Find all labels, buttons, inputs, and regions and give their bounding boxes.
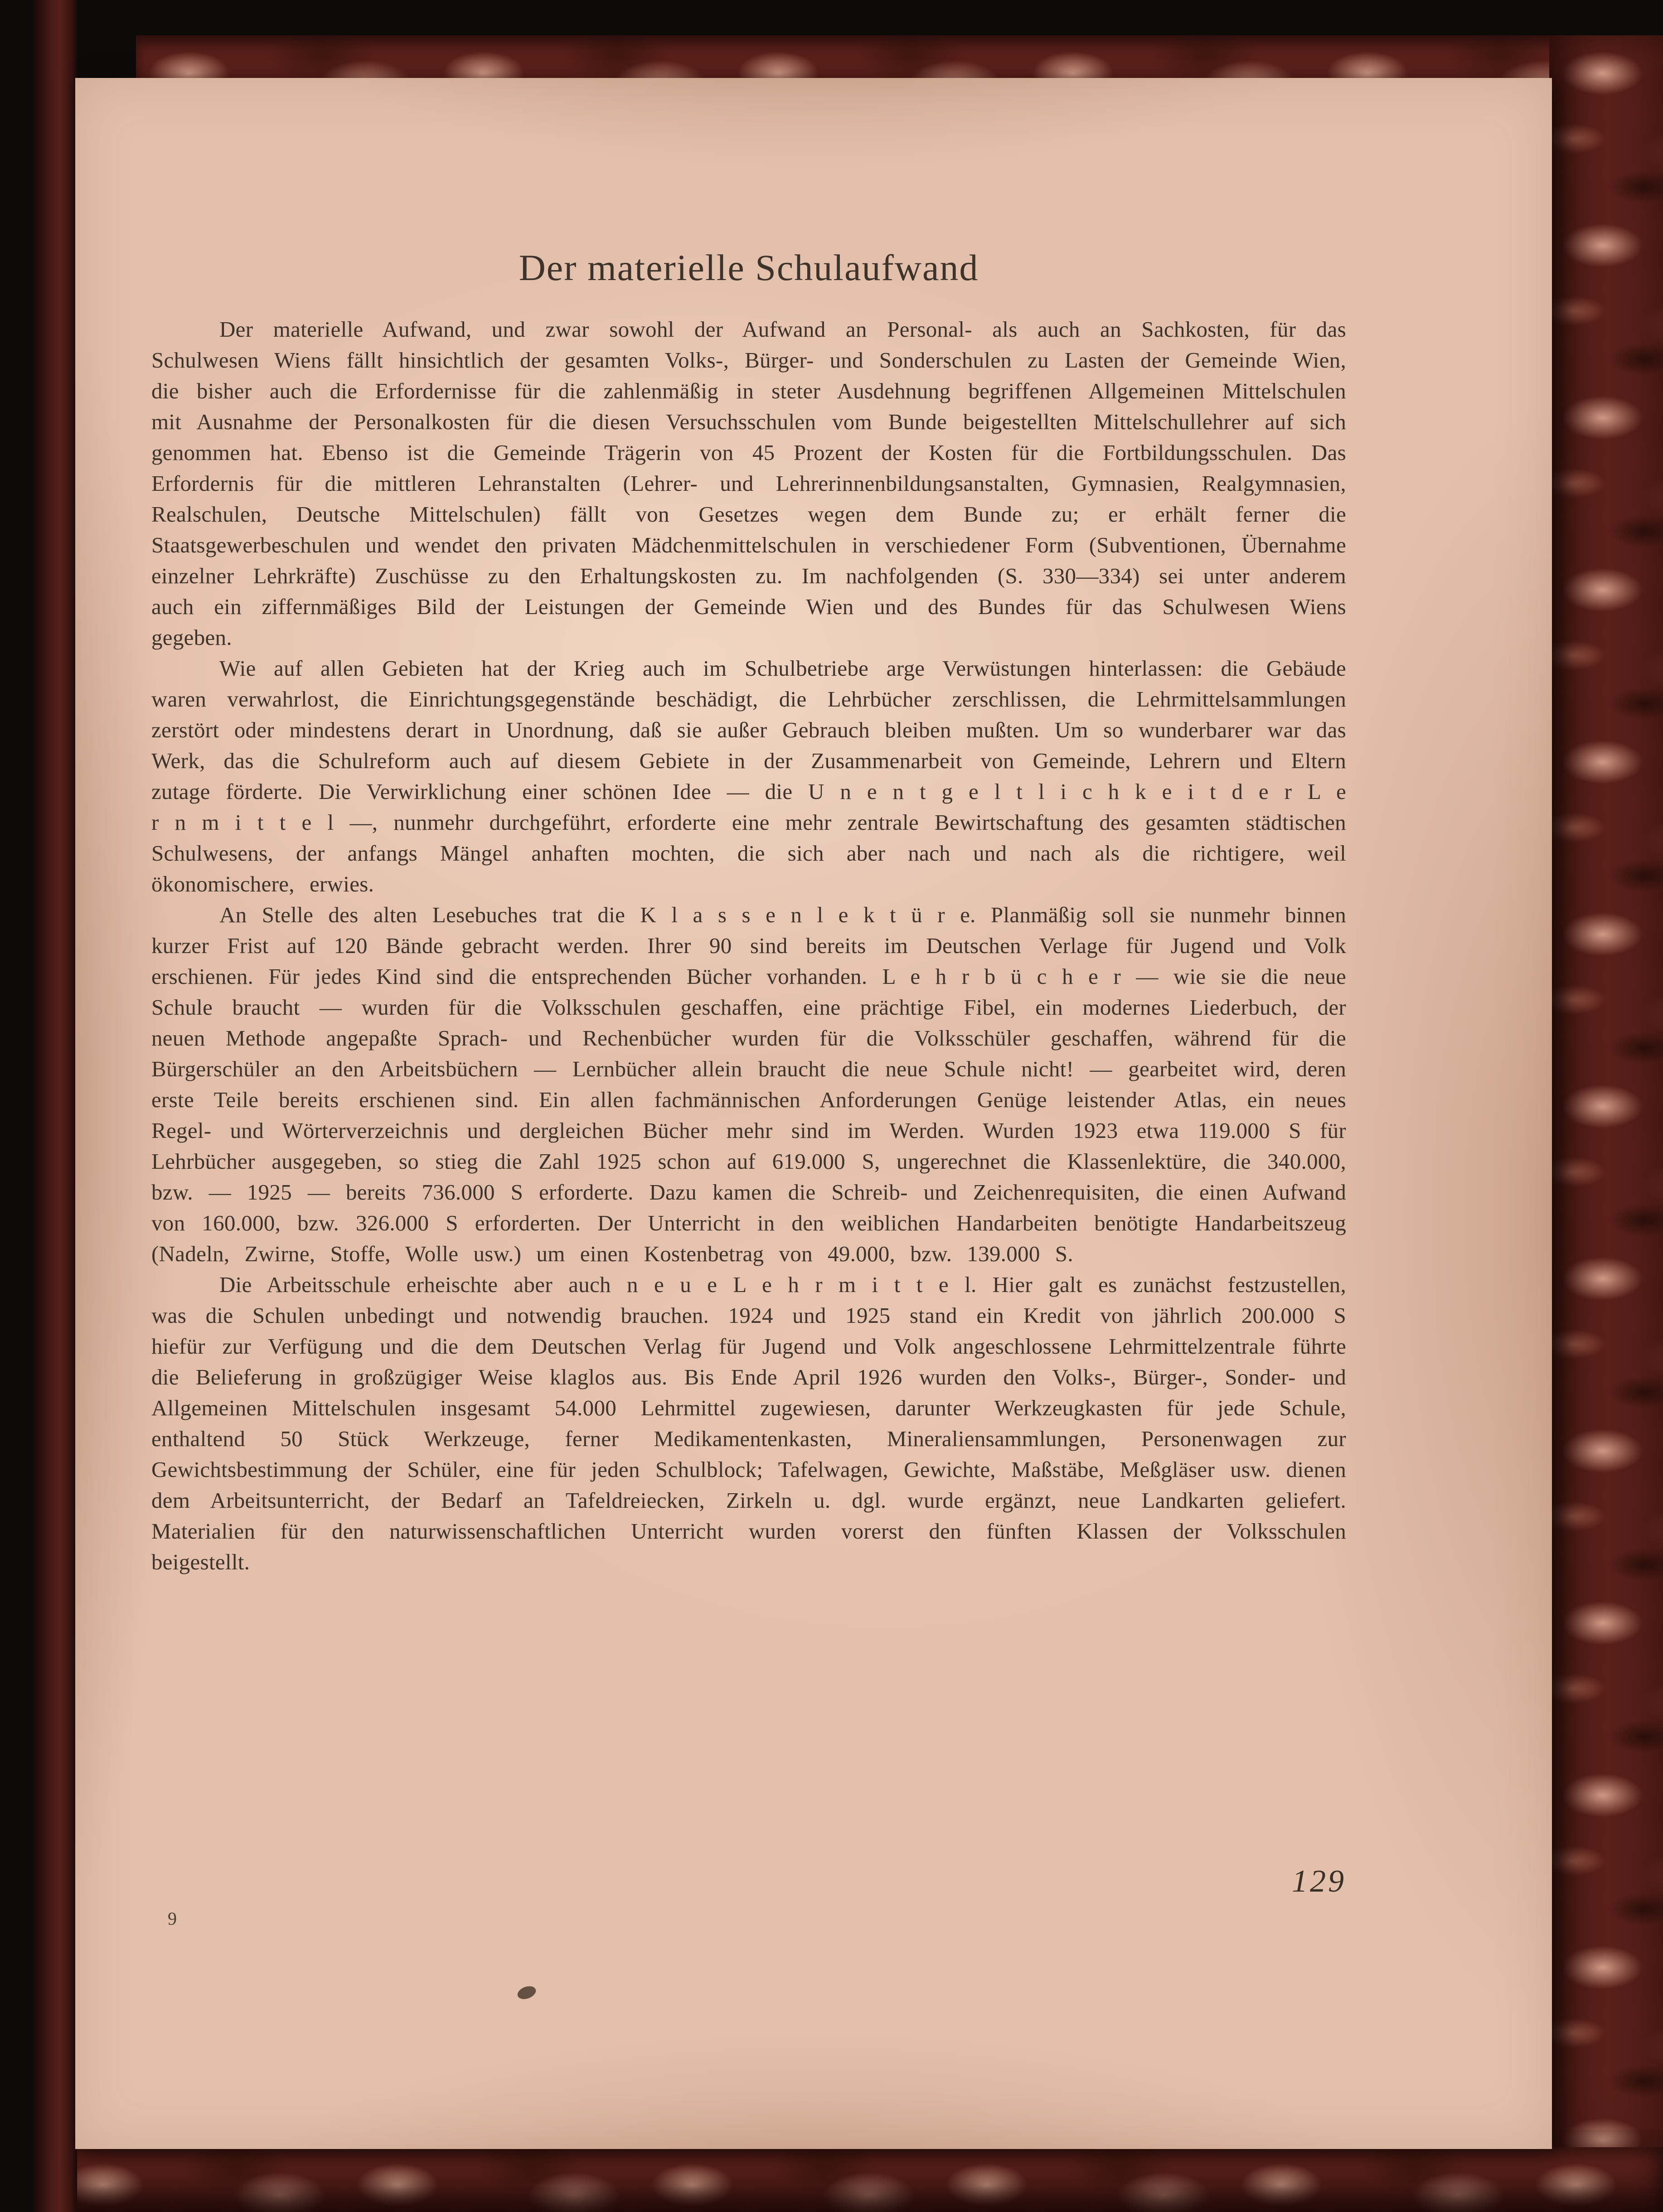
book-cover-marbled-edge xyxy=(1549,35,1663,2212)
page-number: 129 xyxy=(1292,1864,1346,1899)
paragraph-2: Wie auf allen Gebieten hat der Krieg auch im Schulbetriebe arge Verwüstungen hinterlassen: die Gebäude waren verwahrlost, die Einrichtungsgegenstände beschädigt, die Lehrbücher zerschlissen, die Lehrmittelsammlungen zerstört oder mindestens derart in Unordnung, daß sie außer Gebrauch bleiben mußten. Um so wunderbarer war das Werk, das die Schulreform auch auf diesem Gebiete in der Zusammenarbeit von Gemeinde, Lehrern und Eltern zutage förderte. Die Verwirklichung einer schönen Idee — die U n e n t g e l t l i c h k e i t d e r L e r n m i t t e l —, nunmehr durchgeführt, erforderte eine mehr zentrale Bewirtschaftung des gesamten städtischen Schulwesens, der anfangs Mängel anhaften mochten, die sich aber nach und nach als die richtigere, weil ökonomischere, erwies. xyxy=(151,656,1346,896)
book-spine xyxy=(34,0,77,2212)
page-title: Der materielle Schulaufwand xyxy=(519,247,979,288)
book-page xyxy=(75,78,1552,2149)
book-cover-top-edge xyxy=(136,35,1663,81)
paragraph-1: Der materielle Aufwand, und zwar sowohl der Aufwand an Personal- als auch an Sachkosten, für das Schulwesen Wiens fällt hinsichtlich der gesamten Volks-, Bürger- und Sonderschulen zu Lasten der Gemeinde Wien, die bisher auch die Erfordernisse für die zahlenmäßig in steter Ausdehnung begriffenen Allgemeinen Mittelschulen mit Ausnahme der Personalkosten für die diesen Versuchsschulen vom Bunde beigestellten Mittelschullehrer auf sich genommen hat. Ebenso ist die Gemeinde Trägerin von 45 Prozent der Kosten für die Fortbildungsschulen. Das Erfordernis für die mittleren Lehranstalten (Lehrer- und Lehrerinnenbildungsanstalten, Gymnasien, Realgymnasien, Realschulen, Deutsche Mittelschulen) fällt von Gesetzes wegen dem Bunde zu; er erhält ferner die Staatsgewerbeschulen und wendet den privaten Mädchenmittelschulen in verschiedener Form (Subventionen, Übernahme einzelner Lehrkräfte) Zuschüsse zu den Erhaltungskosten zu. Im nachfolgenden (S. 330—334) sei unter anderem auch ein ziffernmäßiges Bild der Leistungen der Gemeinde Wien und des Bundes für das Schulwesen Wiens gegeben. xyxy=(151,317,1346,650)
book-cover-bottom-edge xyxy=(50,2147,1663,2212)
paper-speck xyxy=(516,1984,538,2002)
paragraph-4: Die Arbeitsschule erheischte aber auch n e u e L e h r m i t t e l. Hier galt es zunächst festzustellen, was die Schulen unbedingt und notwendig brauchen. 1924 und 1925 stand ein Kredit von jährlich 200.000 S hiefür zur Verfügung und die dem Deutschen Verlag für Jugend und Volk angeschlossene Lehrmittelzentrale führte die Belieferung in großzügiger Weise klaglos aus. Bis Ende April 1926 wurden den Volks-, Bürger-, Sonder- und Allgemeinen Mittelschulen insgesamt 54.000 Lehrmittel zugewiesen, darunter Werkzeugkasten für jede Schule, enthaltend 50 Stück Werkzeuge, ferner Medikamentenkasten, Mineraliensammlungen, Personenwagen zur Gewichtsbestimmung der Schüler, eine für jeden Schulblock; Tafelwagen, Gewichte, Maßstäbe, Meßgläser usw. dienen dem Arbeitsunterricht, der Bedarf an Tafeldreiecken, Zirkeln u. dgl. wurde ergänzt, neue Landkarten geliefert. Materialien für den naturwissenschaftlichen Unterricht wurden vorerst den fünften Klassen der Volksschulen beigestellt. xyxy=(151,1272,1346,1574)
page-text xyxy=(151,314,1346,1578)
signature-mark: 9 xyxy=(168,1908,177,1929)
paragraph-3: An Stelle des alten Lesebuches trat die K l a s s e n l e k t ü r e. Planmäßig soll sie nunmehr binnen kurzer Frist auf 120 Bände gebracht werden. Ihrer 90 sind bereits im Deutschen Verlage für Jugend und Volk erschienen. Für jedes Kind sind die entsprechenden Bücher vorhanden. L e h r b ü c h e r — wie sie die neue Schule braucht — wurden für die Volksschulen geschaffen, eine prächtige Fibel, ein modernes Liederbuch, der neuen Methode angepaßte Sprach- und Rechenbücher wurden für die Volksschüler geschaffen, während für die Bürgerschüler an den Arbeitsbüchern — Lernbücher allein braucht die neue Schule nicht! — gearbeitet wird, deren erste Teile bereits erschienen sind. Ein allen fachmännischen Anforderungen Genüge leistender Atlas, ein neues Regel- und Wörterverzeichnis und dergleichen Bücher mehr sind im Werden. Wurden 1923 etwa 119.000 S für Lehrbücher ausgegeben, so stieg die Zahl 1925 schon auf 619.000 S, ungerechnet die Klassenlektüre, die 340.000, bzw. — 1925 — bereits 736.000 S erforderte. Dazu kamen die Schreib- und Zeichenrequisiten, die einen Aufwand von 160.000, bzw. 326.000 S erforderten. Der Unterricht in den weiblichen Handarbeiten benötigte Handarbeitszeug (Nadeln, Zwirne, Stoffe, Wolle usw.) um einen Kostenbetrag von 49.000, bzw. 139.000 S. xyxy=(151,902,1346,1266)
